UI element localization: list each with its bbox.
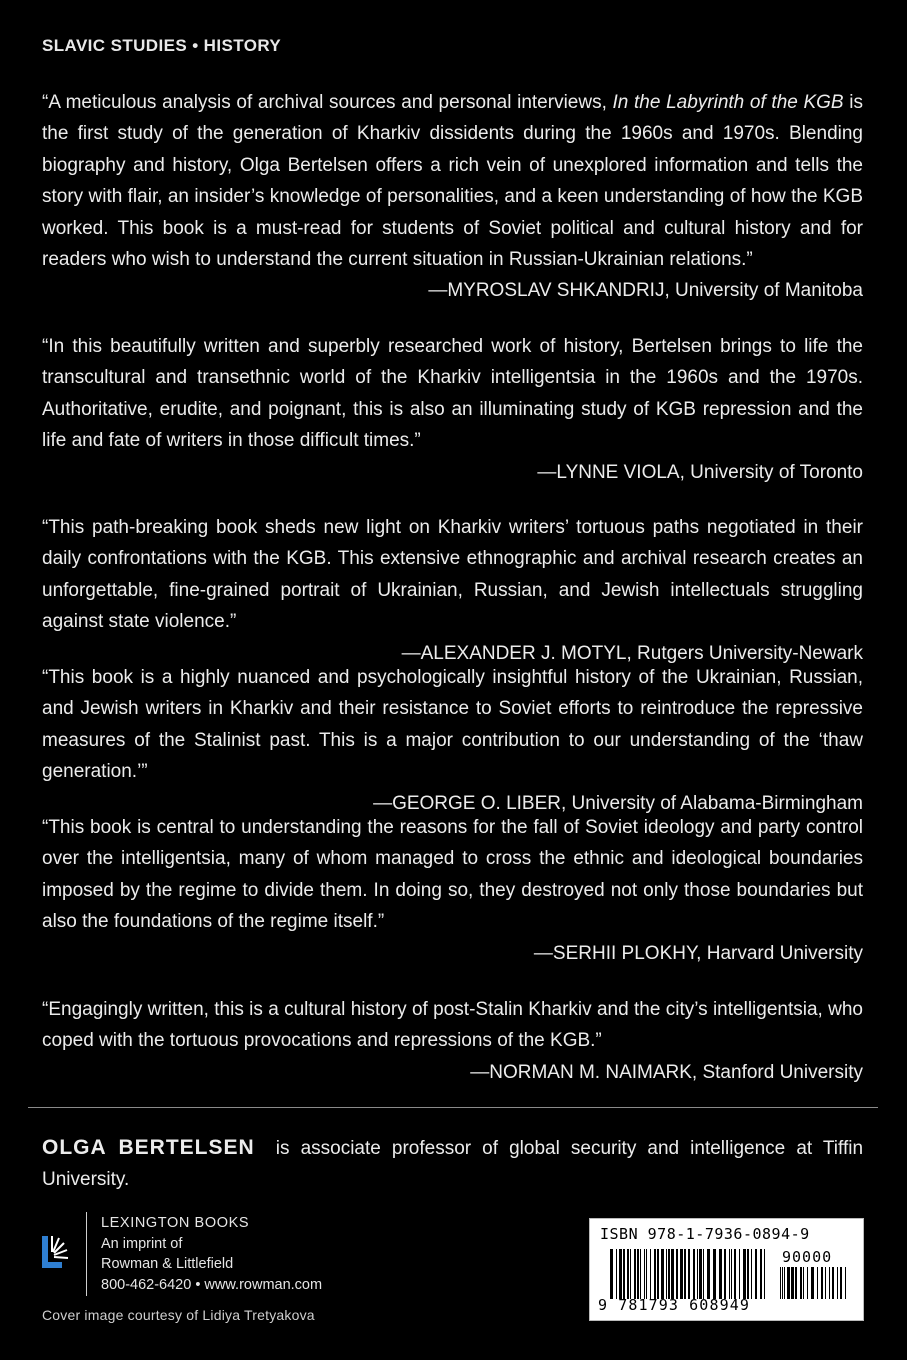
author-bio-text: is associate professor of global security and intelligence at Tiffin University.: [42, 1138, 864, 1191]
barcode-bar: [668, 1249, 670, 1299]
barcode-bar: [666, 1249, 667, 1299]
author-name: OLGA BERTELSEN: [42, 1136, 255, 1159]
blurb-text: “In this beautifully written and superbly researched work of history, Bertelsen brings to life the transcultural and transethnic world of the Kharkiv intelligentsia in the 1960s and the 1970s. Authoritative, erudite, and poignant, this is also an illuminating study of KGB repression and the life and fate of writers in those difficult times.”: [42, 336, 863, 452]
barcode-bar: [630, 1249, 631, 1299]
barcode-bar: [724, 1249, 726, 1299]
blurb-text: is the first study of the generation of Kharkiv dissidents during the 1960s and 1970s. Blending biography and history, Olga Bertelsen offers a rich vein of unexplored information and tells the story with flair, an insider’s knowledge of personalities, and a keen understanding of how the KGB worked. This book is a must-read for students of Soviet political and cultural history and for readers who wish to understand the current situation in Russian-Ukrainian relations.”: [42, 92, 863, 271]
blurb-text: “Engagingly written, this is a cultural history of post-Stalin Kharkiv and the city’s intelligentsia, who coped with the tortuous provocations and repressions of the KGB.”: [42, 999, 863, 1052]
blurb-naimark: [42, 994, 863, 1088]
publisher-rule: [86, 1212, 87, 1296]
ean-barcode-bars: [610, 1249, 770, 1299]
barcode-bar: [807, 1267, 808, 1299]
barcode-bar: [755, 1249, 757, 1299]
barcode-bar: [697, 1249, 698, 1299]
section-divider: [28, 1107, 878, 1108]
barcode-bar: [791, 1267, 794, 1299]
author-bio: [42, 1132, 863, 1196]
blurb-attribution: —LYNNE VIOLA, University of Toronto: [537, 461, 863, 483]
barcode-bar: [634, 1249, 636, 1299]
blurb-shkandrij: [42, 87, 863, 307]
barcode-bar: [623, 1249, 625, 1299]
barcode-bar: [627, 1249, 629, 1299]
blurb-text: “This book is central to understanding the reasons for the fall of Soviet ideology and party control over the intelligentsia, many of whom managed to cross the ethnic and ideological boundaries imposed by the regime to divide them. In doing so, they destroyed not only those boundaries but also the foundations of the regime itself.”: [42, 817, 863, 933]
barcode-bar: [795, 1267, 797, 1299]
category-label: SLAVIC STUDIES • HISTORY: [42, 36, 282, 55]
barcode-bar: [644, 1249, 645, 1299]
barcode-bar: [784, 1267, 785, 1299]
cover-credit: Cover image courtesy of Lidiya Tretyakova: [42, 1307, 315, 1323]
blurb-attribution: —MYROSLAV SHKANDRIJ, University of Manitoba: [428, 280, 863, 302]
barcode-bar: [825, 1267, 826, 1299]
isbn-barcode: [589, 1218, 864, 1321]
barcode-bar: [837, 1267, 838, 1299]
barcode-bar: [832, 1267, 834, 1299]
barcode-bar: [787, 1267, 790, 1299]
barcode-bar: [684, 1249, 686, 1299]
barcode-bar: [640, 1249, 641, 1299]
isbn-number: ISBN 978-1-7936-0894-9: [600, 1225, 810, 1243]
barcode-bar: [699, 1249, 702, 1299]
barcode-bar: [657, 1249, 659, 1299]
barcode-bar: [671, 1249, 674, 1299]
barcode-bar: [661, 1249, 664, 1299]
barcode-bar: [713, 1249, 716, 1299]
barcode-bar: [782, 1267, 783, 1299]
book-title: In the Labyrinth of the KGB: [612, 92, 844, 113]
barcode-bar: [610, 1249, 613, 1299]
barcode-bar: [734, 1249, 736, 1299]
barcode-bar: [739, 1249, 740, 1299]
barcode-bar: [680, 1249, 683, 1299]
blurb-attribution: —ALEXANDER J. MOTYL, Rutgers University-Newark: [401, 642, 863, 664]
barcode-bar: [731, 1249, 732, 1299]
barcode-bar: [616, 1249, 617, 1299]
barcode-bar: [811, 1267, 814, 1299]
barcode-bar: [840, 1267, 842, 1299]
blurb-viola: [42, 331, 863, 488]
barcode-bar: [619, 1249, 622, 1299]
barcode-bar: [829, 1267, 830, 1299]
barcode-bar: [743, 1249, 746, 1299]
imprint-line: An imprint of: [101, 1235, 183, 1252]
barcode-bar: [646, 1249, 647, 1299]
publisher-name: LEXINGTON BOOKS: [101, 1215, 250, 1231]
barcode-bar: [654, 1249, 656, 1299]
barcode-bar: [751, 1249, 752, 1299]
barcode-bar: [650, 1249, 651, 1299]
blurb-motyl: [42, 512, 863, 669]
barcode-bar: [780, 1267, 781, 1299]
barcode-bar: [719, 1249, 722, 1299]
barcode-bar: [817, 1267, 818, 1299]
barcode-bar: [676, 1249, 678, 1299]
blurb-text: “A meticulous analysis of archival sources and personal interviews,: [42, 92, 613, 113]
blurb-attribution: —GEORGE O. LIBER, University of Alabama-Birmingham: [373, 792, 863, 814]
barcode-bar: [729, 1249, 730, 1299]
barcode-bar: [707, 1249, 710, 1299]
barcode-bar: [800, 1267, 802, 1299]
barcode-bar: [637, 1249, 639, 1299]
blurb-attribution: —SERHII PLOKHY, Harvard University: [533, 942, 863, 964]
barcode-bar: [747, 1249, 749, 1299]
barcode-bar: [693, 1249, 695, 1299]
blurb-liber: [42, 662, 863, 819]
publisher-info: [101, 1213, 322, 1295]
publisher-logo-icon: [40, 1222, 74, 1272]
ean-number: 9 781793 608949: [598, 1296, 750, 1314]
barcode-bar: [688, 1249, 690, 1299]
blurb-text: “This path-breaking book sheds new light on Kharkiv writers’ tortuous paths negotiated in their daily confrontations with the KGB. This extensive ethnographic and archival research creates an unforgettable, fine-grained portrait of Ukrainian, Russian, and Jewish intellectuals struggling against state violence.”: [42, 517, 863, 633]
blurb-attribution: —NORMAN M. NAIMARK, Stanford University: [470, 1061, 863, 1083]
barcode-bar: [845, 1267, 846, 1299]
imprint-line: Rowman & Littlefield: [101, 1256, 234, 1272]
price-code: 90000: [782, 1248, 833, 1266]
blurb-text: “This book is a highly nuanced and psychologically insightful history of the Ukrainian, Russian, and Jewish writers in Kharkiv and their resistance to Soviet efforts to reintroduce the repressive measures of the Stalinist past. This is a major contribution to our understanding of the ‘thaw generation.’”: [42, 667, 863, 783]
publisher-contact: 800-462-6420 • www.rowman.com: [101, 1276, 323, 1293]
addon-barcode-bars: [780, 1267, 848, 1299]
barcode-bar: [764, 1249, 765, 1299]
blurb-plokhy: [42, 812, 863, 969]
barcode-bar: [703, 1249, 704, 1299]
barcode-bar: [803, 1267, 804, 1299]
barcode-bar: [760, 1249, 762, 1299]
barcode-bar: [821, 1267, 823, 1299]
